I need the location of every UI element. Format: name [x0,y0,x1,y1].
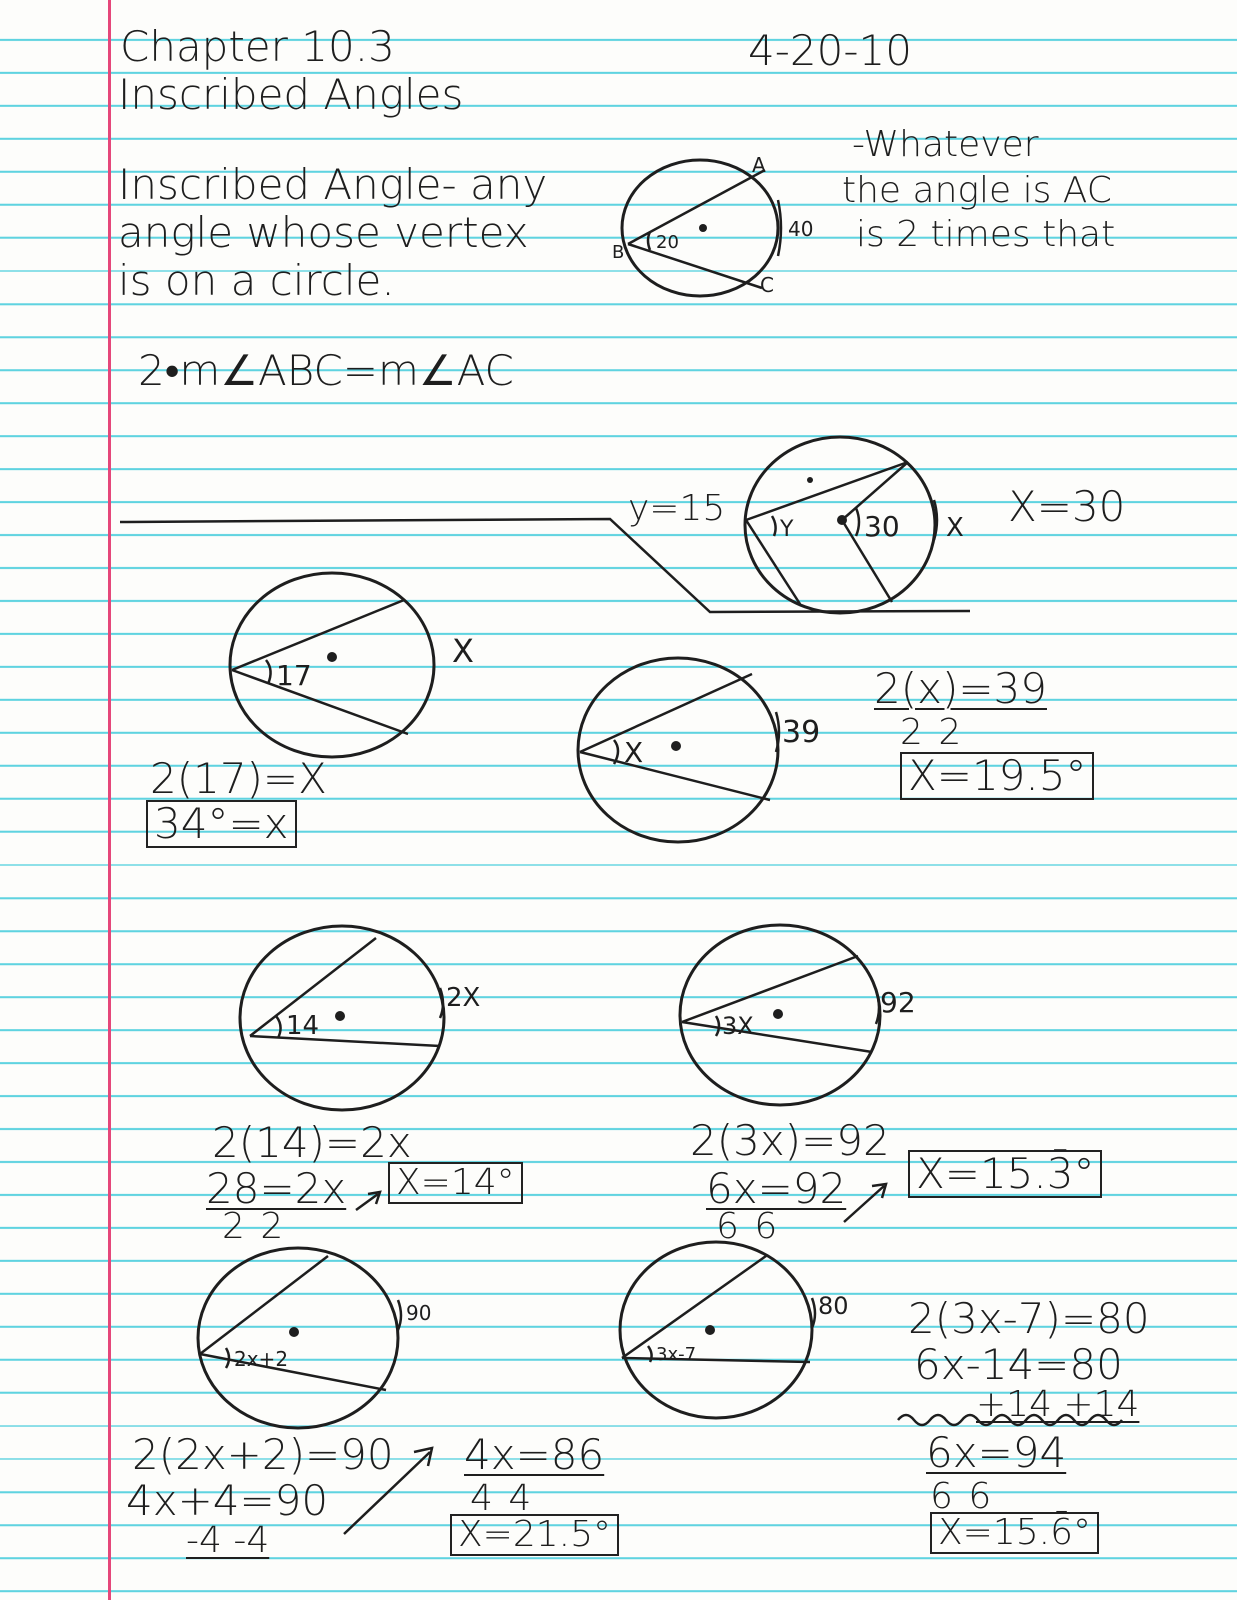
definition-line: is on a circle. [118,256,395,305]
angle-label: 14 [286,1011,320,1041]
center-dot [289,1327,299,1337]
work-step: 2 2 [222,1206,286,1247]
work-step: 6 6 [930,1476,994,1517]
work-step: 6 6 [716,1206,780,1247]
work-step: 2(14)=2x [212,1118,412,1167]
arc-label: 90 [406,1301,432,1325]
topic-title: Inscribed Angles [118,70,464,119]
center-dot [699,224,707,232]
arc-mark [398,1300,401,1330]
definition-line: angle whose vertex [118,208,529,257]
angle-label: 2x+2 [234,1347,289,1371]
work-step: 2 2 [900,712,964,753]
work-step: 2(2x+2)=90 [132,1430,394,1479]
y-result: y=15 [628,488,726,529]
intro-figure [612,153,813,297]
arc-label: 80 [818,1292,849,1320]
example7-figure [620,1242,849,1418]
arc-label: 40 [788,217,814,241]
formula: 2•m∠ABC=m∠AC [138,346,514,395]
angle-arc [856,508,859,536]
work-step: 6x=94 [926,1428,1067,1477]
center-dot [705,1325,715,1335]
chord [682,1022,872,1052]
example5-figure [680,925,916,1105]
arc-label: X [452,632,474,670]
work-step: 2(x)=39 [874,664,1047,713]
chord [580,752,770,800]
center-dot [327,652,337,662]
center-dot [671,741,681,751]
angle-30-label: 30 [864,510,900,543]
answer-box: X=15.6̄° [930,1512,1099,1554]
center-dot [335,1011,345,1021]
work-step: 6x=92 [706,1164,847,1213]
angle-label: 20 [656,232,679,253]
point-a-label: A [752,153,766,177]
work-step: 28=2x [206,1164,347,1213]
chord [232,600,404,670]
example6-figure [198,1248,431,1428]
circle [198,1248,398,1428]
dot [807,477,813,483]
work-step: +14 +14 [976,1384,1140,1425]
answer-box: 34°=x [146,800,297,848]
point-c-label: C [760,273,774,297]
work-step: -4 -4 [186,1520,270,1561]
answer-box: X=15.3̄° [908,1150,1102,1198]
angle-arc [266,660,271,684]
arrow-icon [356,1192,380,1210]
example1-figure [120,437,970,613]
arc-label: 92 [880,986,916,1019]
point-b-label: B [612,242,625,263]
work-step: 2(3x)=92 [690,1116,890,1165]
work-step: 2(3x-7)=80 [908,1294,1150,1343]
arc-label: 39 [782,715,821,750]
chord [232,670,408,734]
answer-box: X=19.5° [900,752,1094,800]
definition-line: Inscribed Angle- any [118,160,548,209]
work-step: 6x-14=80 [914,1340,1123,1389]
chord [682,956,858,1022]
arrow-icon [844,1184,886,1222]
angle-label: 3X [722,1012,754,1040]
bracket-line [120,519,970,612]
note-line: is 2 times that [856,214,1116,255]
chord [200,1256,328,1354]
circle [620,1242,812,1418]
note-line: the angle is AC [842,170,1112,211]
angle-arc [772,516,776,536]
chord [628,244,762,288]
example3-figure [578,658,820,842]
example4-figure [240,926,480,1110]
answer-box: X=21.5° [450,1514,619,1556]
angle-label: 3x-7 [656,1344,697,1365]
arc-mark [812,1298,815,1328]
note-line: -Whatever [852,124,1039,165]
work-step: 4x+4=90 [126,1476,329,1525]
arc-mark [876,990,879,1024]
angle-arc [648,232,650,250]
center-dot [837,515,847,525]
chapter-title: Chapter 10.3 [120,22,395,71]
work-step: 2(17)=X [150,754,327,803]
angle-y-label: Y [780,517,794,542]
work-step: 4 4 [470,1478,534,1519]
angle-arc [716,1016,719,1036]
angle-arc [276,1016,281,1038]
angle-label: X [624,736,644,769]
arc-label: 2X [446,983,481,1013]
date: 4-20-10 [748,26,912,75]
example2-figure [230,573,474,757]
center-dot [773,1009,783,1019]
arc-label: X [946,513,964,543]
x-result: X=30 [1008,482,1126,531]
work-step: 4x=86 [464,1430,605,1479]
answer-box: X=14° [388,1162,523,1204]
angle-label: 17 [276,659,312,692]
